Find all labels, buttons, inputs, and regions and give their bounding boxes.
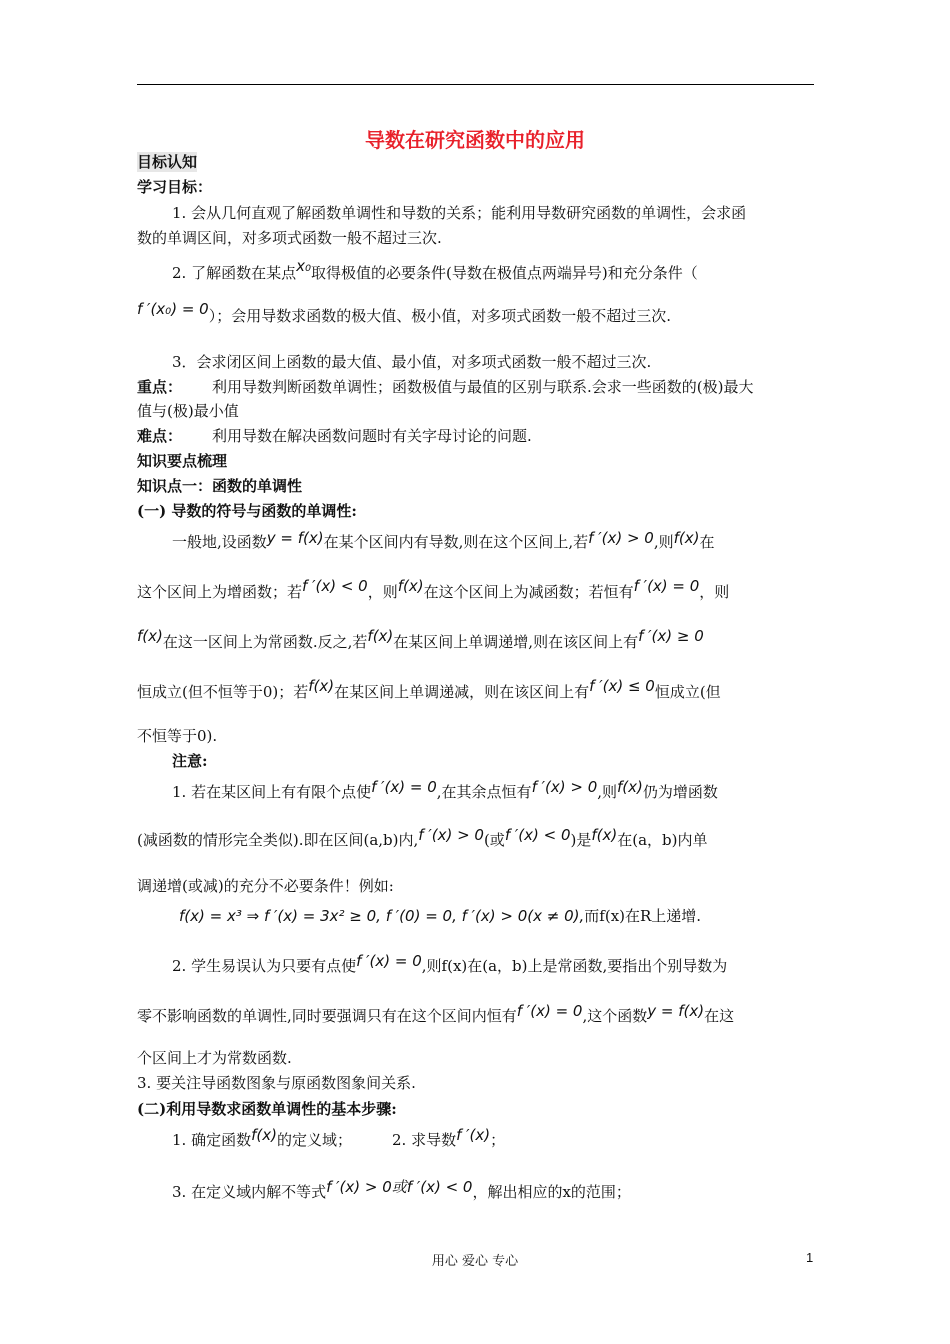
para-5: 不恒等于0). (137, 727, 218, 745)
difficulty: 难点： 利用导数在解决函数问题时有关字母讨论的问题. (137, 427, 532, 445)
knowledge-point-1: 知识点一：函数的单调性 (137, 477, 303, 495)
note-2b: 零不影响函数的单调性,同时要强调只有在这个区间内恒有f ′(x) = 0,这个函数y = f(x)在这 (137, 1002, 735, 1025)
goal-2b: f ′(x₀) = 0）；会用导数求函数的极大值、极小值，对多项式函数一般不超过三次. (137, 300, 671, 325)
note-3: 3. 要关注导函数图象与原函数图象间关系. (137, 1074, 416, 1092)
note-1a: 1. 若在某区间上有有限个点使f ′(x) = 0,在其余点恒有f ′(x) > 0,则f(x)仍为增函数 (172, 778, 718, 801)
learn-label: 学习目标： (137, 178, 213, 196)
key-points-a: 重点： 利用导数判断函数单调性；函数极值与最值的区别与联系.会求一些函数的(极)最大 (137, 378, 754, 396)
key-points-b: 值与(极)最小值 (137, 402, 239, 420)
section-goal: 目标认知 (137, 153, 198, 171)
note-label: 注意: (172, 752, 208, 770)
goal-3: 3．会求闭区间上函数的最大值、最小值，对多项式函数一般不超过三次. (172, 353, 652, 371)
note-2c: 个区间上才为常数函数. (137, 1049, 292, 1067)
subsection-2: (二)利用导数求函数单调性的基本步骤: (137, 1100, 397, 1118)
note-1d: f(x) = x³ ⇒ f ′(x) = 3x² ≥ 0, f ′(0) = 0, f ′(x) > 0(x ≠ 0),而f(x)在R上递增. (179, 907, 702, 925)
subsection-1: (一) 导数的符号与函数的单调性: (137, 502, 357, 520)
note-1c: 调递增(或减)的充分不必要条件！例如: (137, 877, 394, 895)
page-footer: 用心 爱心 专心 (431, 1254, 519, 1269)
header-rule (137, 84, 814, 85)
goal-2a: 2. 了解函数在某点x₀取得极值的必要条件(导数在极值点两端异号)和充分条件（ (172, 257, 698, 282)
note-1b: (减函数的情形完全类似).即在区间(a,b)内,f ′(x) > 0(或f ′(x) < 0)是f(x)在(a，b)内单 (137, 826, 708, 849)
para-2: 这个区间上为增函数；若f ′(x) < 0，则f(x)在这个区间上为减函数；若恒有f ′(x) = 0，则 (137, 577, 730, 601)
goal-1b: 数的单调区间，对多项式函数一般不超过三次. (137, 229, 442, 247)
step-1-2: 1. 确定函数f(x)的定义域； 2. 求导数f ′(x)； (172, 1126, 506, 1149)
para-4: 恒成立(但不恒等于0)；若f(x)在某区间上单调递减，则在该区间上有f ′(x) ≤ 0恒成立(但 (137, 677, 721, 701)
step-3: 3. 在定义域内解不等式f ′(x) > 0或f ′(x) < 0，解出相应的x的范围； (172, 1178, 631, 1201)
para-1: 一般地,设函数y = f(x)在某个区间内有导数,则在这个区间上,若f ′(x) > 0,则f(x)在 (172, 529, 715, 551)
note-2a: 2. 学生易误认为只要有点使f ′(x) = 0,则f(x)在(a，b)上是常函数,要指出个别导数为 (172, 952, 728, 975)
page-title: 导数在研究函数中的应用 (365, 128, 585, 152)
para-3: f(x)在这一区间上为常函数.反之,若f(x)在某区间上单调递增,则在该区间上有f ′(x) ≥ 0 (137, 627, 704, 651)
goal-1a: 1. 会从几何直观了解函数单调性和导数的关系；能利用导数研究函数的单调性，会求函 (172, 204, 747, 222)
page-number: 1 (806, 1250, 814, 1265)
section-knowledge: 知识要点梳理 (137, 452, 228, 470)
